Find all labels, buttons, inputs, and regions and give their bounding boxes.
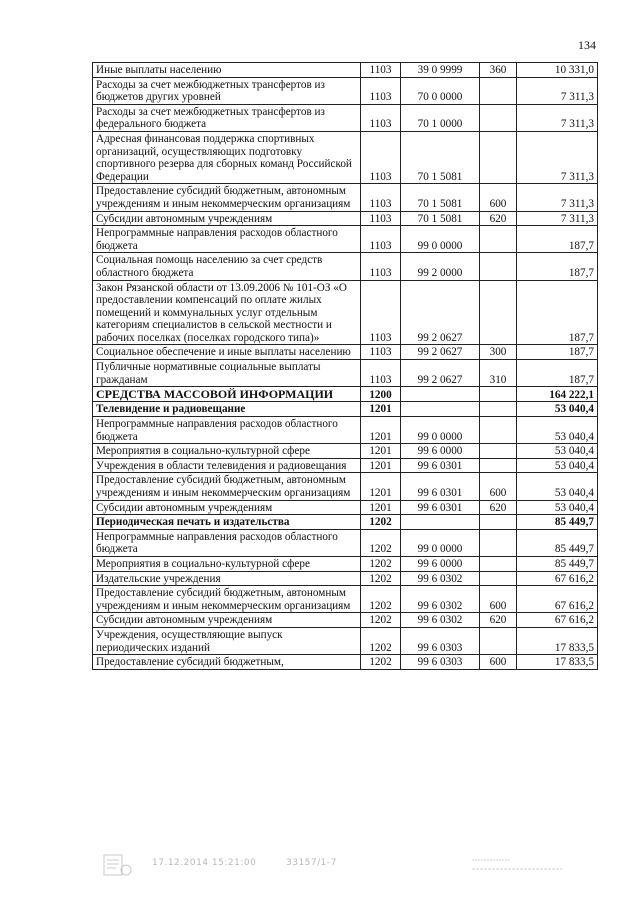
row-section-code: 1103 xyxy=(361,63,401,78)
table-row xyxy=(93,627,598,654)
row-amount: 67 616,2 xyxy=(517,586,598,613)
row-section-code: 1201 xyxy=(361,473,401,500)
row-expense-type: 300 xyxy=(480,345,517,360)
row-amount: 53 040,4 xyxy=(517,458,598,473)
row-amount: 53 040,4 xyxy=(517,444,598,459)
row-target-article: 99 6 0301 xyxy=(401,473,480,500)
table-row xyxy=(93,417,598,444)
row-name: Расходы за счет межбюджетных трансфертов из бюджетов других уровней xyxy=(93,77,361,104)
row-amount: 17 833,5 xyxy=(517,627,598,654)
row-target-article: 99 2 0627 xyxy=(401,360,480,387)
row-expense-type: 600 xyxy=(480,586,517,613)
row-name: Предоставление субсидий бюджетным, автономным учреждениям и иным некоммерческим организациям xyxy=(93,184,361,211)
row-expense-type xyxy=(480,571,517,586)
row-section-code: 1103 xyxy=(361,345,401,360)
row-name: Учреждения, осуществляющие выпуск периодических изданий xyxy=(93,627,361,654)
row-amount: 67 616,2 xyxy=(517,571,598,586)
table-row xyxy=(93,131,598,183)
row-expense-type xyxy=(480,515,517,530)
table-row xyxy=(93,613,598,628)
table-row xyxy=(93,387,598,402)
table-row xyxy=(93,104,598,131)
row-expense-type: 310 xyxy=(480,360,517,387)
budget-table-body xyxy=(93,63,598,670)
table-row xyxy=(93,211,598,226)
row-name: Субсидии автономным учреждениям xyxy=(93,211,361,226)
row-section-code: 1103 xyxy=(361,253,401,280)
footer-document-number: 33157/1-7 xyxy=(286,858,337,868)
row-expense-type: 600 xyxy=(480,655,517,670)
row-section-code: 1201 xyxy=(361,444,401,459)
row-target-article: 99 6 0303 xyxy=(401,655,480,670)
row-section-code: 1103 xyxy=(361,131,401,183)
row-amount: 164 222,1 xyxy=(517,387,598,402)
row-amount: 53 040,4 xyxy=(517,500,598,515)
row-expense-type xyxy=(480,417,517,444)
row-name: Социальная помощь населению за счет средств областного бюджета xyxy=(93,253,361,280)
row-name: Предоставление субсидий бюджетным, автономным учреждениям и иным некоммерческим организациям xyxy=(93,586,361,613)
row-amount: 17 833,5 xyxy=(517,655,598,670)
row-name: Социальное обеспечение и иные выплаты населению xyxy=(93,345,361,360)
row-name: СРЕДСТВА МАССОВОЙ ИНФОРМАЦИИ xyxy=(93,387,361,402)
table-row xyxy=(93,586,598,613)
row-name: Телевидение и радиовещание xyxy=(93,402,361,417)
row-section-code: 1202 xyxy=(361,556,401,571)
row-name: Адресная финансовая поддержка спортивных организаций, осуществляющих подготовку спортивного резерва для сборных команд Российской Федерации xyxy=(93,131,361,183)
row-expense-type xyxy=(480,529,517,556)
row-target-article: 99 6 0000 xyxy=(401,444,480,459)
row-amount: 7 311,3 xyxy=(517,184,598,211)
row-name: Закон Рязанской области от 13.09.2006 № 101-ОЗ «О предоставлении компенсаций по оплате жилых помещений и коммунальных услуг отдельным категориям специалистов в сельской местности и рабочих поселках (поселках городского типа)» xyxy=(93,280,361,345)
row-section-code: 1103 xyxy=(361,77,401,104)
row-section-code: 1103 xyxy=(361,360,401,387)
row-expense-type xyxy=(480,253,517,280)
row-target-article: 70 1 0000 xyxy=(401,104,480,131)
row-expense-type: 620 xyxy=(480,211,517,226)
row-section-code: 1103 xyxy=(361,211,401,226)
row-name: Непрограммные направления расходов областного бюджета xyxy=(93,226,361,253)
row-target-article: 99 6 0000 xyxy=(401,556,480,571)
row-target-article: 99 6 0301 xyxy=(401,458,480,473)
row-target-article: 99 6 0303 xyxy=(401,627,480,654)
row-target-article: 70 1 5081 xyxy=(401,211,480,226)
row-section-code: 1202 xyxy=(361,655,401,670)
row-target-article: 99 0 0000 xyxy=(401,529,480,556)
row-target-article: 99 2 0000 xyxy=(401,253,480,280)
row-amount: 53 040,4 xyxy=(517,473,598,500)
row-expense-type xyxy=(480,131,517,183)
row-section-code: 1103 xyxy=(361,280,401,345)
row-target-article: 99 0 0000 xyxy=(401,226,480,253)
row-name: Предоставление субсидий бюджетным, xyxy=(93,655,361,670)
table-row xyxy=(93,360,598,387)
table-row xyxy=(93,500,598,515)
row-expense-type xyxy=(480,627,517,654)
row-target-article: 99 6 0301 xyxy=(401,500,480,515)
row-target-article: 99 6 0302 xyxy=(401,571,480,586)
table-row xyxy=(93,402,598,417)
row-expense-type xyxy=(480,77,517,104)
row-amount: 53 040,4 xyxy=(517,402,598,417)
row-name: Иные выплаты населению xyxy=(93,63,361,78)
row-expense-type xyxy=(480,104,517,131)
page-number: 134 xyxy=(578,38,596,52)
table-row xyxy=(93,345,598,360)
row-expense-type: 360 xyxy=(480,63,517,78)
row-section-code: 1201 xyxy=(361,458,401,473)
row-name: Публичные нормативные социальные выплаты гражданам xyxy=(93,360,361,387)
signature-image xyxy=(470,854,570,876)
row-section-code: 1202 xyxy=(361,627,401,654)
row-target-article: 99 0 0000 xyxy=(401,417,480,444)
row-amount: 7 311,3 xyxy=(517,211,598,226)
row-section-code: 1201 xyxy=(361,417,401,444)
row-expense-type xyxy=(480,444,517,459)
row-name: Субсидии автономным учреждениям xyxy=(93,500,361,515)
row-amount: 85 449,7 xyxy=(517,515,598,530)
table-row xyxy=(93,556,598,571)
row-expense-type xyxy=(480,226,517,253)
table-row xyxy=(93,458,598,473)
table-row xyxy=(93,63,598,78)
row-section-code: 1103 xyxy=(361,104,401,131)
row-section-code: 1202 xyxy=(361,571,401,586)
row-amount: 187,7 xyxy=(517,345,598,360)
table-row xyxy=(93,77,598,104)
table-row xyxy=(93,184,598,211)
table-row xyxy=(93,444,598,459)
table-row xyxy=(93,226,598,253)
row-expense-type: 600 xyxy=(480,184,517,211)
row-target-article xyxy=(401,402,480,417)
row-expense-type xyxy=(480,402,517,417)
row-name: Мероприятия в социально-культурной сфере xyxy=(93,444,361,459)
row-amount: 7 311,3 xyxy=(517,131,598,183)
budget-table xyxy=(92,62,598,670)
row-section-code: 1201 xyxy=(361,402,401,417)
row-target-article: 39 0 9999 xyxy=(401,63,480,78)
row-amount: 7 311,3 xyxy=(517,77,598,104)
row-section-code: 1103 xyxy=(361,184,401,211)
row-expense-type xyxy=(480,280,517,345)
row-name: Мероприятия в социально-культурной сфере xyxy=(93,556,361,571)
table-row xyxy=(93,515,598,530)
row-expense-type xyxy=(480,387,517,402)
row-target-article: 99 6 0302 xyxy=(401,613,480,628)
row-amount: 187,7 xyxy=(517,360,598,387)
row-name: Учреждения в области телевидения и радиовещания xyxy=(93,458,361,473)
row-expense-type xyxy=(480,458,517,473)
row-amount: 85 449,7 xyxy=(517,556,598,571)
row-name: Непрограммные направления расходов областного бюджета xyxy=(93,529,361,556)
row-name: Издательские учреждения xyxy=(93,571,361,586)
row-name: Субсидии автономным учреждениям xyxy=(93,613,361,628)
row-target-article: 99 2 0627 xyxy=(401,345,480,360)
row-section-code: 1201 xyxy=(361,500,401,515)
table-row xyxy=(93,571,598,586)
table-row xyxy=(93,253,598,280)
row-amount: 187,7 xyxy=(517,253,598,280)
row-name: Непрограммные направления расходов областного бюджета xyxy=(93,417,361,444)
row-target-article: 99 2 0627 xyxy=(401,280,480,345)
row-amount: 53 040,4 xyxy=(517,417,598,444)
row-target-article xyxy=(401,515,480,530)
row-amount: 10 331,0 xyxy=(517,63,598,78)
table-row xyxy=(93,280,598,345)
row-amount: 67 616,2 xyxy=(517,613,598,628)
row-expense-type: 620 xyxy=(480,500,517,515)
table-row xyxy=(93,655,598,670)
row-amount: 85 449,7 xyxy=(517,529,598,556)
row-target-article: 70 0 0000 xyxy=(401,77,480,104)
row-section-code: 1202 xyxy=(361,515,401,530)
row-section-code: 1202 xyxy=(361,586,401,613)
row-expense-type: 620 xyxy=(480,613,517,628)
row-target-article: 70 1 5081 xyxy=(401,131,480,183)
row-target-article: 99 6 0302 xyxy=(401,586,480,613)
footer-timestamp: 17.12.2014 15:21:00 xyxy=(152,858,257,868)
row-name: Предоставление субсидий бюджетным, автономным учреждениям и иным некоммерческим организациям xyxy=(93,473,361,500)
row-section-code: 1200 xyxy=(361,387,401,402)
row-amount: 7 311,3 xyxy=(517,104,598,131)
row-name: Периодическая печать и издательства xyxy=(93,515,361,530)
row-section-code: 1202 xyxy=(361,529,401,556)
row-expense-type xyxy=(480,556,517,571)
row-target-article: 70 1 5081 xyxy=(401,184,480,211)
table-row xyxy=(93,473,598,500)
row-target-article xyxy=(401,387,480,402)
row-amount: 187,7 xyxy=(517,280,598,345)
row-section-code: 1202 xyxy=(361,613,401,628)
row-name: Расходы за счет межбюджетных трансфертов из федерального бюджета xyxy=(93,104,361,131)
row-section-code: 1103 xyxy=(361,226,401,253)
table-row xyxy=(93,529,598,556)
document-stamp-icon xyxy=(98,852,138,878)
footer xyxy=(94,852,570,880)
row-amount: 187,7 xyxy=(517,226,598,253)
row-expense-type: 600 xyxy=(480,473,517,500)
